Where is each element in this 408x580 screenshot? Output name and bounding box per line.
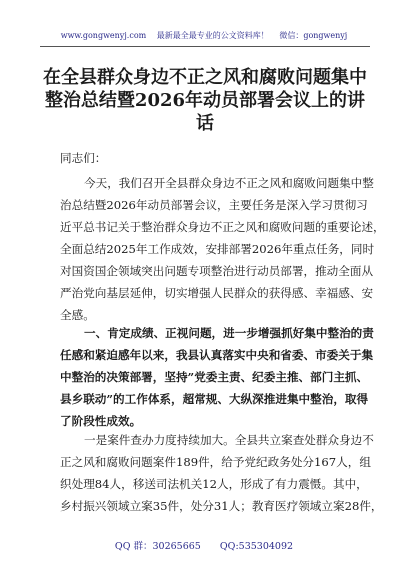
slogan: 最新最全最专业的公文资料库！	[156, 31, 269, 40]
paragraph-line: 一是案件查办力度持续加大。全县共立案查处群众身边不	[84, 433, 374, 447]
paragraph-line: 治总结暨2026年动员部署会议，主要任务是深入学习贯彻习	[60, 198, 368, 212]
paragraph-intro	[60, 172, 385, 326]
paragraph-cases	[60, 429, 383, 517]
paragraph-line: 今天，我们召开全县群众身边不正之风和腐败问题集中整	[84, 176, 374, 190]
greeting: 同志们：	[60, 151, 107, 165]
paragraph-line: 全面总结2025年工作成效，安排部署2026年重点任务，同时	[60, 242, 375, 256]
header-divider	[40, 46, 370, 47]
title-line-3: 话	[196, 113, 214, 134]
paragraph-line: 近平总书记关于整治群众身边不正之风和腐败问题的重要论述，	[60, 220, 385, 234]
paragraph-line: 对国资国企领域突出问题专项整治进行动员部署，推动全面从	[60, 264, 374, 278]
wechat-id: 微信：gongwenyj	[279, 31, 348, 40]
document-title	[40, 66, 370, 135]
title-line-2: 整治总结暨2026年动员部署会议上的讲	[44, 90, 366, 111]
title-line-1: 在全县群众身边不正之风和腐败问题集中	[43, 67, 367, 88]
section-heading-paragraph	[60, 322, 374, 432]
paragraph-line: 一、肯定成绩、正视问题，进一步增强抓好集中整治的责	[84, 326, 374, 340]
page-header	[0, 30, 408, 41]
paragraph-line: 任感和紧迫感年以来，我县认真落实中央和省委、市委关于集	[60, 348, 374, 362]
site-url[interactable]: www.gongwenyj.com	[60, 31, 147, 40]
paragraph-line: 严治党向基层延伸，切实增强人民群众的获得感、幸福感、安	[60, 286, 374, 300]
paragraph-line: 织处理84人，移送司法机关12人，形成了有力震慑。其中，	[60, 477, 368, 491]
qq-number: QQ:535304092	[219, 541, 294, 552]
paragraph-line: 了阶段性成效。	[60, 414, 142, 428]
page-footer	[0, 538, 408, 552]
qq-group: QQ 群：30265665	[114, 541, 201, 552]
paragraph-line: 全感。	[60, 308, 95, 322]
paragraph-line: 中整治的决策部署，坚持”党委主责、纪委主推、部门主抓、	[60, 370, 369, 384]
paragraph-line: 乡村振兴领域立案35件，处分31人；教育医疗领域立案28件，	[60, 499, 383, 513]
paragraph-line: 县乡联动”的工作体系，超常规、大纵深推进集中整治，取得	[60, 392, 369, 406]
paragraph-line: 正之风和腐败问题案件189件，给予党纪政务处分167人，组	[60, 455, 371, 469]
